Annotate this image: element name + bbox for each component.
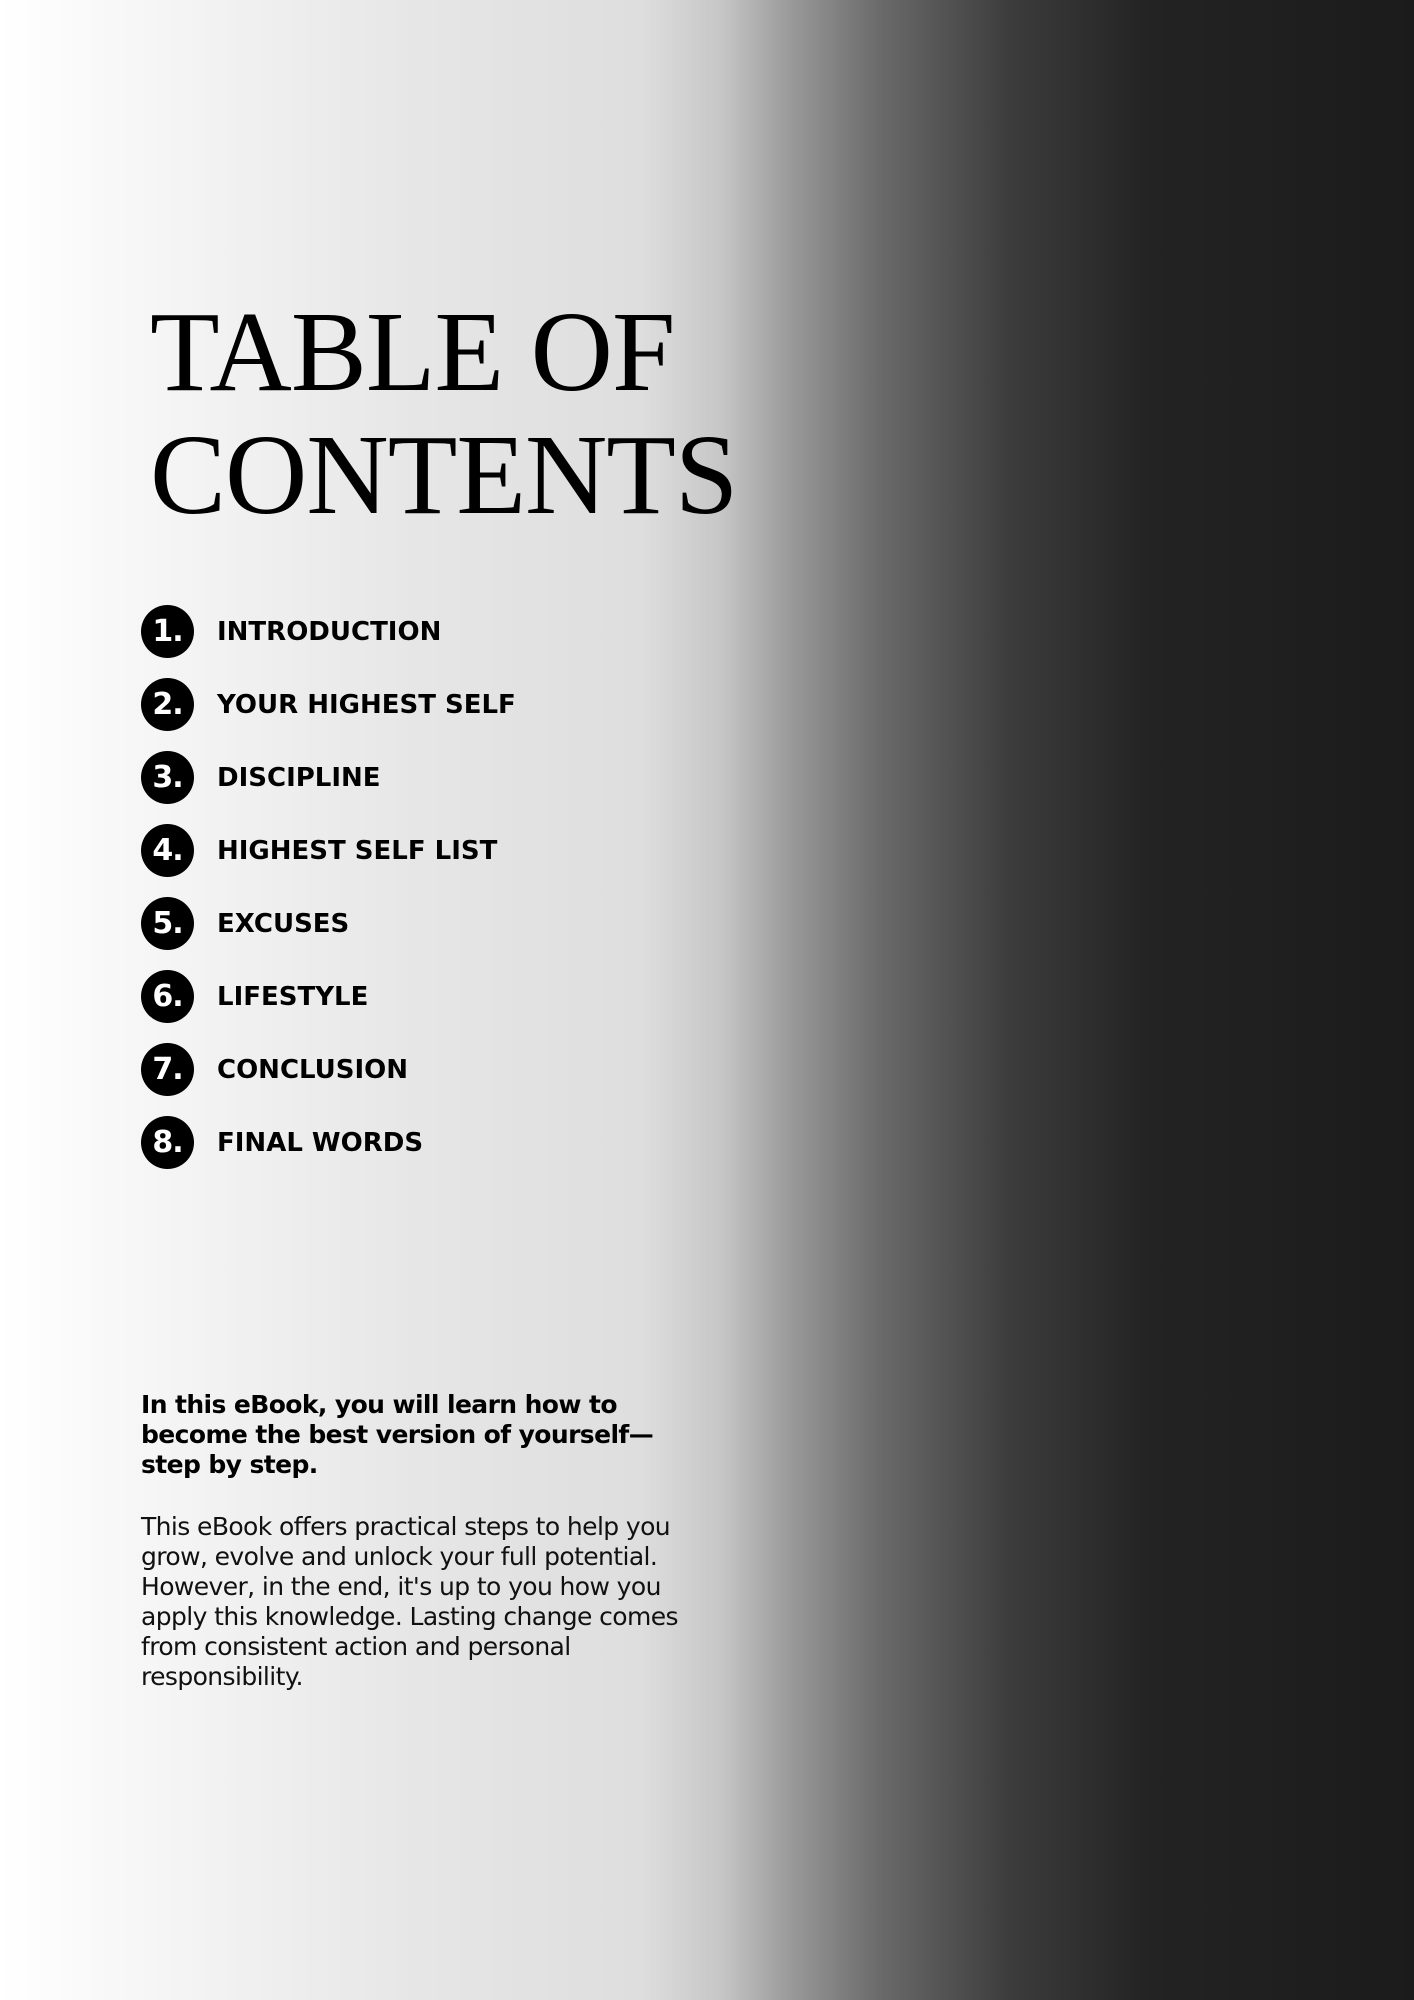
toc-item-your-highest-self[interactable] bbox=[141, 678, 516, 731]
toc-item-introduction[interactable] bbox=[141, 605, 516, 658]
toc-number-badge: 6. bbox=[141, 970, 194, 1023]
description-text: This eBook offers practical steps to help you grow, evolve and unlock your full potential. However, in the end, it's up to you how you apply this knowledge. Lasting change comes from consistent action and personal responsibility. bbox=[141, 1512, 678, 1691]
toc-number-badge: 8. bbox=[141, 1116, 194, 1169]
toc-item-label: EXCUSES bbox=[217, 908, 350, 939]
page-title-line-1: TABLE OF bbox=[150, 288, 675, 415]
toc-number-badge: 7. bbox=[141, 1043, 194, 1096]
toc-item-highest-self-list[interactable] bbox=[141, 824, 516, 877]
intro-text: In this eBook, you will learn how to become the best version of yourself—step by step. bbox=[141, 1390, 654, 1479]
toc-item-excuses[interactable] bbox=[141, 897, 516, 950]
toc-number-badge: 5. bbox=[141, 897, 194, 950]
page-title bbox=[150, 290, 737, 536]
toc-item-discipline[interactable] bbox=[141, 751, 516, 804]
toc-number-badge: 4. bbox=[141, 824, 194, 877]
toc-item-final-words[interactable] bbox=[141, 1116, 516, 1169]
toc-number-badge: 1. bbox=[141, 605, 194, 658]
toc-item-conclusion[interactable] bbox=[141, 1043, 516, 1096]
toc-item-label: INTRODUCTION bbox=[217, 616, 442, 647]
toc-item-label: YOUR HIGHEST SELF bbox=[217, 689, 516, 720]
toc-item-label: DISCIPLINE bbox=[217, 762, 381, 793]
toc-item-label: LIFESTYLE bbox=[217, 981, 369, 1012]
toc-item-label: HIGHEST SELF LIST bbox=[217, 835, 498, 866]
toc-item-lifestyle[interactable] bbox=[141, 970, 516, 1023]
toc-item-label: CONCLUSION bbox=[217, 1054, 409, 1085]
toc-number-badge: 2. bbox=[141, 678, 194, 731]
toc-item-label: FINAL WORDS bbox=[217, 1127, 424, 1158]
page-title-line-2: CONTENTS bbox=[150, 411, 738, 538]
table-of-contents bbox=[141, 605, 516, 1189]
toc-number-badge: 3. bbox=[141, 751, 194, 804]
